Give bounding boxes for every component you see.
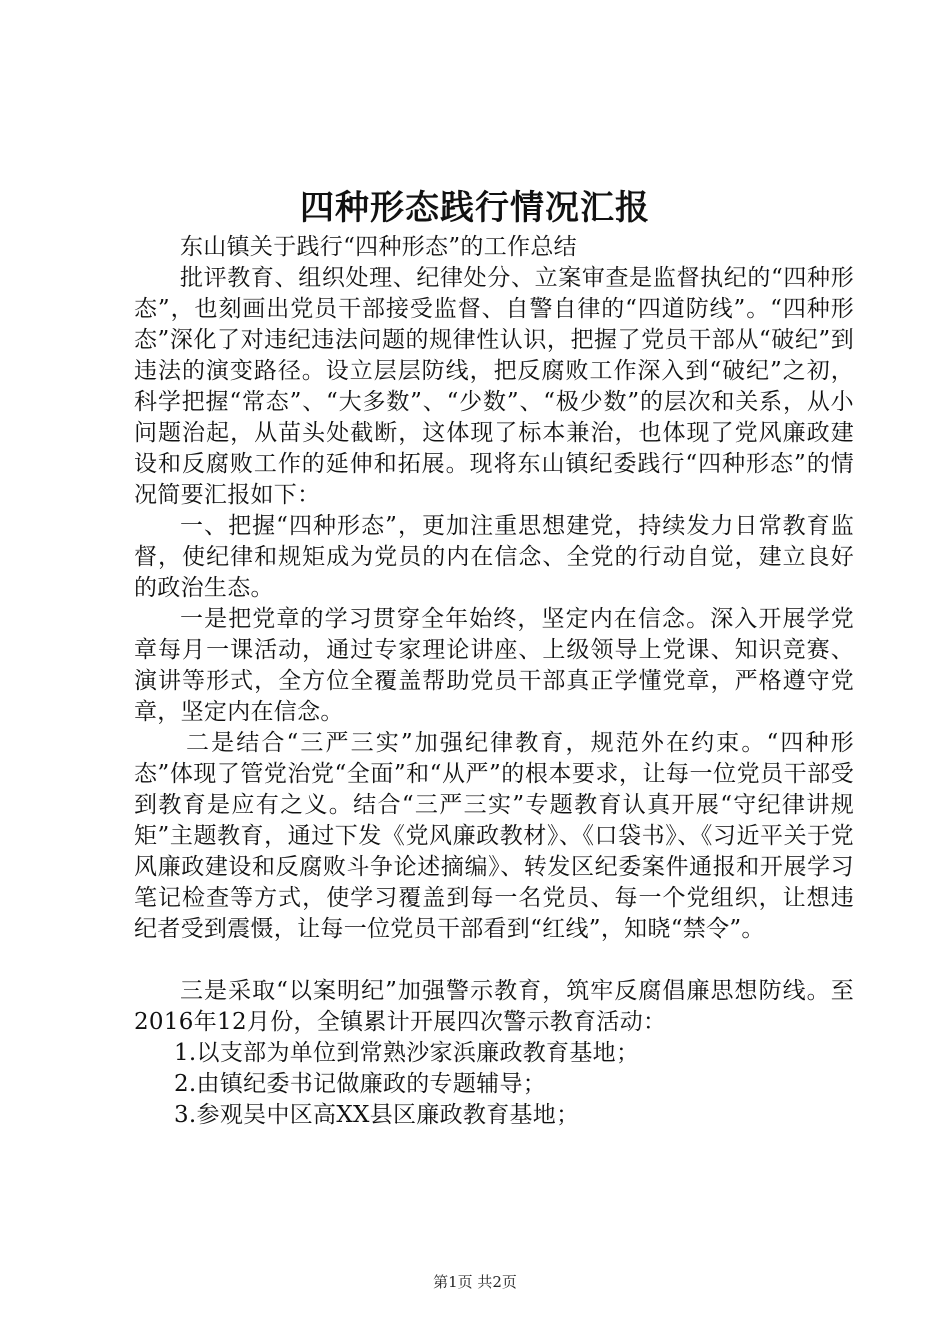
document-body	[134, 232, 854, 1131]
intro-paragraph: 批评教育、组织处理、纪律处分、立案审查是监督执纪的“四种形态”，也刻画出党员干部接受监督、自警自律的“四道防线”。“四种形态”深化了对违纪违法问题的规律性认识，把握了党员干部从“破纪”到违法的演变路径。设立层层防线，把反腐败工作深入到“破纪”之初，科学把握“常态”、“大多数”、“少数”、“极少数”的层次和关系，从小问题治起，从苗头处截断，这体现了标本兼治，也体现了党风廉政建设和反腐败工作的延伸和拓展。现将东山镇纪委践行“四种形态”的情况简要汇报如下：	[134, 265, 854, 508]
list-item: 3.参观吴中区高XX县区廉政教育基地；	[174, 1102, 580, 1128]
document-title: 四种形态践行情况汇报	[300, 188, 650, 228]
point-two-paragraph: 二是结合“三严三实”加强纪律教育，规范外在约束。“四种形态”体现了管党治党“全面”和“从严”的根本要求，让每一位党员干部受到教育是应有之义。结合“三严三实”专题教育认真开展“守纪律讲规矩”主题教育，通过下发《党风廉政教材》、《口袋书》、《习近平关于党风廉政建设和反腐败斗争论述摘编》、转发区纪委案件通报和开展学习笔记检查等方式，使学习覆盖到每一名党员、每一个党组织，让想违纪者受到震慑，让每一位党员干部看到“红线”，知晓“禁令”。	[134, 730, 854, 942]
section-heading-paragraph: 一、把握“四种形态”，更加注重思想建党，持续发力日常教育监督，使纪律和规矩成为党员的内在信念、全党的行动自觉，建立良好的政治生态。	[134, 513, 854, 601]
paragraph-gap	[134, 945, 854, 976]
list-item: 2.由镇纪委书记做廉政的专题辅导；	[174, 1071, 547, 1097]
page-number-footer: 第1页 共2页	[433, 1273, 517, 1291]
list-item: 1.以支部为单位到常熟沙家浜廉政教育基地；	[174, 1040, 640, 1066]
point-one-paragraph: 一是把党章的学习贯穿全年始终，坚定内在信念。深入开展学党章每月一课活动，通过专家理论讲座、上级领导上党课、知识竞赛、演讲等形式，全方位全覆盖帮助党员干部真正学懂党章，严格遵守党章，坚定内在信念。	[134, 606, 854, 725]
subtitle-paragraph: 东山镇关于践行“四种形态”的工作总结	[180, 234, 577, 260]
point-three-paragraph: 三是采取“以案明纪”加强警示教育，筑牢反腐倡廉思想防线。至2016年12月份，全镇累计开展四次警示教育活动：	[134, 978, 854, 1035]
